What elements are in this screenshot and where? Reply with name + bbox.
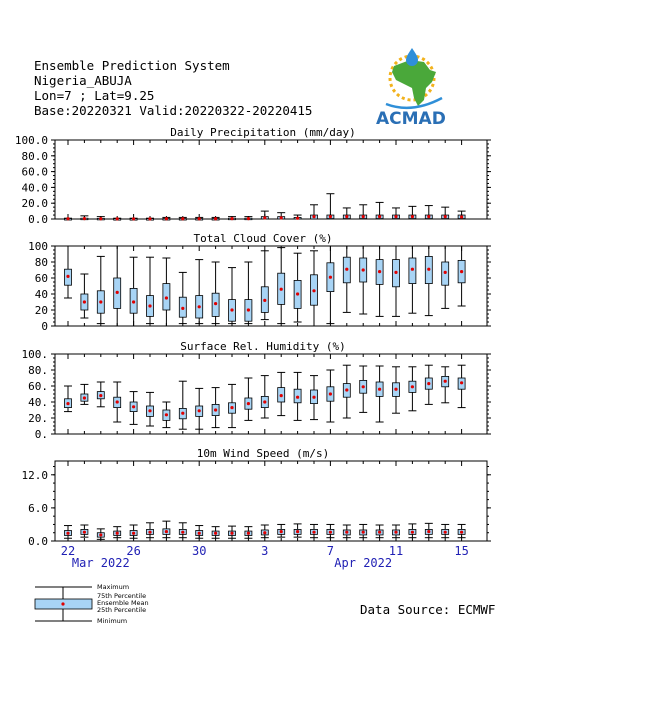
box-day-22 xyxy=(408,206,416,219)
box-day-17 xyxy=(326,370,334,422)
mean-marker xyxy=(345,388,348,391)
y-tick-label: 100 xyxy=(28,240,48,253)
y-tick-label: 0.0 xyxy=(28,213,48,226)
month-label: Apr 2022 xyxy=(334,556,393,570)
box-day-3 xyxy=(97,256,105,323)
mean-marker xyxy=(66,532,69,535)
mean-marker xyxy=(66,275,69,278)
box-day-16 xyxy=(310,376,318,420)
y-tick-label: 12.0 xyxy=(21,468,48,482)
mean-marker xyxy=(99,217,102,220)
box-day-19 xyxy=(359,366,367,412)
box-day-19 xyxy=(359,205,367,219)
box-day-1 xyxy=(64,526,72,539)
mean-marker xyxy=(148,531,151,534)
panel-4 xyxy=(22,447,492,548)
mean-marker xyxy=(99,394,102,397)
box-day-14 xyxy=(277,248,285,324)
mean-marker xyxy=(362,268,365,271)
y-tick-label: 20.0 xyxy=(21,197,48,211)
box-day-16 xyxy=(310,251,318,326)
mean-marker xyxy=(214,408,217,411)
mean-marker xyxy=(148,217,151,220)
mean-marker xyxy=(312,531,315,534)
box-day-9 xyxy=(195,260,203,324)
box-day-1 xyxy=(64,246,72,298)
box-day-24 xyxy=(441,246,449,308)
header-line-4: Base:20220321 Valid:20220322-20220415 xyxy=(34,103,313,118)
mean-marker xyxy=(394,271,397,274)
mean-marker xyxy=(345,215,348,218)
mean-marker xyxy=(181,412,184,415)
mean-marker xyxy=(165,530,168,533)
box-day-4 xyxy=(113,246,121,326)
mean-marker xyxy=(132,217,135,220)
box-day-6 xyxy=(146,257,154,323)
mean-marker xyxy=(198,217,201,220)
box-day-24 xyxy=(441,524,449,537)
mean-marker xyxy=(296,217,299,220)
mean-marker xyxy=(263,400,266,403)
mean-marker xyxy=(116,532,119,535)
y-tick-label: 80. xyxy=(28,364,48,377)
mean-marker xyxy=(148,304,151,307)
mean-marker xyxy=(378,388,381,391)
box-day-1 xyxy=(64,386,72,412)
box-day-4 xyxy=(113,527,121,538)
panel-frame xyxy=(55,461,487,541)
box-day-7 xyxy=(162,217,170,220)
header-line-2: Nigeria_ABUJA xyxy=(34,73,132,88)
mean-marker xyxy=(411,268,414,271)
mean-marker xyxy=(312,396,315,399)
box-day-13 xyxy=(261,211,269,219)
mean-marker xyxy=(198,305,201,308)
mean-marker xyxy=(296,530,299,533)
mean-marker xyxy=(394,215,397,218)
mean-marker xyxy=(263,531,266,534)
legend-item: 25th Percentile xyxy=(97,606,147,614)
y-tick-label: 40.0 xyxy=(21,181,48,195)
box-day-10 xyxy=(212,217,220,220)
mean-marker xyxy=(247,308,250,311)
box-day-5 xyxy=(130,392,138,425)
box-day-12 xyxy=(244,527,252,539)
box-day-21 xyxy=(392,367,400,413)
mean-marker xyxy=(460,531,463,534)
mean-marker xyxy=(460,381,463,384)
box-day-17 xyxy=(326,524,334,537)
mean-marker xyxy=(362,215,365,218)
y-tick-label: 100. xyxy=(21,348,48,361)
box-day-6 xyxy=(146,523,154,538)
mean-marker xyxy=(394,531,397,534)
mean-marker xyxy=(116,400,119,403)
box-day-18 xyxy=(343,208,351,219)
panel-1 xyxy=(15,126,491,226)
box-day-12 xyxy=(244,378,252,420)
box-day-16 xyxy=(310,524,318,537)
box-day-21 xyxy=(392,208,400,219)
box-day-4 xyxy=(113,217,121,220)
y-tick-label: 6.0 xyxy=(28,501,48,515)
box-day-23 xyxy=(425,246,433,316)
box-day-21 xyxy=(392,525,400,538)
box-day-25 xyxy=(458,365,466,407)
mean-marker xyxy=(198,532,201,535)
header-line-3: Lon=7 ; Lat=9.25 xyxy=(34,88,155,103)
box-day-23 xyxy=(425,523,433,537)
mean-marker xyxy=(165,413,168,416)
box-day-14 xyxy=(277,372,285,415)
mean-marker xyxy=(362,385,365,388)
x-tick-label: 26 xyxy=(126,544,141,558)
y-tick-label: 20 xyxy=(34,304,48,317)
mean-marker xyxy=(214,532,217,535)
y-tick-label: 60 xyxy=(34,272,48,285)
mean-marker xyxy=(280,530,283,533)
mean-marker xyxy=(280,394,283,397)
box-day-15 xyxy=(294,524,302,537)
legend-item: Maximum xyxy=(97,583,130,591)
mean-marker xyxy=(312,289,315,292)
box-day-11 xyxy=(228,526,236,538)
box-day-9 xyxy=(195,388,203,429)
mean-marker xyxy=(378,215,381,218)
box-day-15 xyxy=(294,372,302,420)
mean-marker xyxy=(132,532,135,535)
box-day-19 xyxy=(359,246,367,314)
mean-marker xyxy=(329,215,332,218)
box-day-19 xyxy=(359,524,367,537)
mean-marker xyxy=(181,531,184,534)
y-tick-label: 40. xyxy=(28,396,48,409)
box-day-5 xyxy=(130,257,138,326)
box-day-16 xyxy=(310,205,318,219)
box-day-18 xyxy=(343,365,351,418)
box-day-14 xyxy=(277,213,285,220)
y-tick-label: 100.0 xyxy=(14,134,48,147)
box-day-5 xyxy=(130,525,138,538)
mean-marker xyxy=(132,405,135,408)
mean-marker xyxy=(247,402,250,405)
panel-2 xyxy=(28,232,491,333)
legend xyxy=(35,583,149,625)
box-day-7 xyxy=(162,402,170,428)
mean-marker xyxy=(280,288,283,291)
box-day-25 xyxy=(458,246,466,306)
box-day-9 xyxy=(195,526,203,539)
box-day-20 xyxy=(376,366,384,422)
box-day-7 xyxy=(162,258,170,326)
legend-item: Ensemble Mean xyxy=(97,599,149,607)
box-day-2 xyxy=(80,384,88,404)
box-day-11 xyxy=(228,268,236,324)
box-day-23 xyxy=(425,206,433,219)
header-line-1: Ensemble Prediction System xyxy=(34,58,230,73)
mean-marker xyxy=(444,215,447,218)
logo-text: ACMAD xyxy=(376,109,446,128)
y-tick-label: 80 xyxy=(34,256,48,269)
box-day-13 xyxy=(261,525,269,538)
mean-marker xyxy=(411,215,414,218)
mean-marker xyxy=(263,299,266,302)
mean-marker xyxy=(345,268,348,271)
box-day-12 xyxy=(244,217,252,221)
x-axis-labels xyxy=(61,544,469,570)
box-day-10 xyxy=(212,527,220,539)
data-source: Data Source: ECMWF xyxy=(360,602,496,617)
box-day-6 xyxy=(146,217,154,220)
box-day-25 xyxy=(458,524,466,537)
x-tick-label: 30 xyxy=(191,544,207,558)
box-day-3 xyxy=(97,529,105,539)
mean-marker xyxy=(263,216,266,219)
y-tick-label: 80.0 xyxy=(21,149,48,163)
mean-marker xyxy=(329,276,332,279)
box-day-1 xyxy=(64,217,72,220)
box-day-5 xyxy=(130,217,138,220)
box-day-2 xyxy=(80,525,88,537)
box-day-21 xyxy=(392,246,400,316)
y-tick-label: 20. xyxy=(28,412,48,425)
mean-marker xyxy=(165,296,168,299)
box-day-2 xyxy=(80,216,88,220)
mean-marker xyxy=(99,300,102,303)
legend-mean-marker xyxy=(61,602,64,605)
mean-marker xyxy=(116,217,119,220)
mean-marker xyxy=(165,217,168,220)
box-day-22 xyxy=(408,246,416,313)
panel-3 xyxy=(22,340,492,441)
box-day-10 xyxy=(212,388,220,428)
box-day-15 xyxy=(294,215,302,220)
box-day-4 xyxy=(113,382,121,422)
y-tick-label: 40 xyxy=(34,288,48,301)
box-day-17 xyxy=(326,246,334,324)
mean-marker xyxy=(83,531,86,534)
mean-marker xyxy=(427,530,430,533)
mean-marker xyxy=(230,308,233,311)
mean-marker xyxy=(460,215,463,218)
mean-marker xyxy=(444,531,447,534)
mean-marker xyxy=(181,217,184,220)
mean-marker xyxy=(411,385,414,388)
y-tick-label: 0 xyxy=(41,320,48,333)
mean-marker xyxy=(280,216,283,219)
mean-marker xyxy=(66,402,69,405)
mean-marker xyxy=(66,217,69,220)
mean-marker xyxy=(296,396,299,399)
legend-item: 75th Percentile xyxy=(97,592,147,600)
y-tick-label: 60.0 xyxy=(21,165,48,179)
mean-marker xyxy=(99,533,102,536)
x-tick-label: 3 xyxy=(261,544,269,558)
panel-title: Total Cloud Cover (%) xyxy=(193,232,333,245)
month-label: Mar 2022 xyxy=(71,556,130,570)
mean-marker xyxy=(378,270,381,273)
mean-marker xyxy=(411,531,414,534)
panel-title: 10m Wind Speed (m/s) xyxy=(196,447,330,460)
box-day-2 xyxy=(80,274,88,318)
box-day-23 xyxy=(425,365,433,404)
x-tick-label: 15 xyxy=(454,544,469,558)
mean-marker xyxy=(230,532,233,535)
y-tick-label: 0. xyxy=(34,428,48,441)
box-day-22 xyxy=(408,524,416,538)
box-day-8 xyxy=(179,381,187,429)
x-tick-label: 11 xyxy=(388,544,404,558)
box-day-20 xyxy=(376,246,384,316)
box-day-20 xyxy=(376,525,384,538)
panel-title: Surface Rel. Humidity (%) xyxy=(180,340,346,353)
y-tick-label: 0.0 xyxy=(28,535,48,548)
mean-marker xyxy=(214,302,217,305)
mean-marker xyxy=(345,531,348,534)
box-day-11 xyxy=(228,384,236,427)
box-day-9 xyxy=(195,217,203,220)
mean-marker xyxy=(329,531,332,534)
mean-marker xyxy=(427,215,430,218)
mean-marker xyxy=(116,291,119,294)
mean-marker xyxy=(460,270,463,273)
mean-marker xyxy=(148,409,151,412)
box-day-8 xyxy=(179,272,187,323)
box-day-14 xyxy=(277,524,285,537)
mean-marker xyxy=(427,382,430,385)
mean-marker xyxy=(83,217,86,220)
box-day-13 xyxy=(261,251,269,320)
mean-marker xyxy=(132,300,135,303)
box-day-11 xyxy=(228,217,236,221)
box-day-18 xyxy=(343,525,351,538)
box-day-25 xyxy=(458,211,466,219)
box-day-3 xyxy=(97,217,105,221)
mean-marker xyxy=(83,300,86,303)
mean-marker xyxy=(444,271,447,274)
x-tick-label: 22 xyxy=(60,544,76,558)
box-day-24 xyxy=(441,367,449,403)
box-day-17 xyxy=(326,194,334,219)
mean-marker xyxy=(296,292,299,295)
y-tick-label: 60. xyxy=(28,380,48,393)
box-day-8 xyxy=(179,217,187,220)
mean-marker xyxy=(362,531,365,534)
mean-marker xyxy=(427,268,430,271)
mean-marker xyxy=(181,307,184,310)
box-day-18 xyxy=(343,246,351,312)
mean-marker xyxy=(198,409,201,412)
box-day-10 xyxy=(212,262,220,324)
mean-marker xyxy=(83,396,86,399)
box-day-12 xyxy=(244,262,252,324)
panel-title: Daily Precipitation (mm/day) xyxy=(170,126,356,139)
mean-marker xyxy=(230,406,233,409)
mean-marker xyxy=(329,392,332,395)
box-day-3 xyxy=(97,382,105,407)
legend-item: Minimum xyxy=(97,617,128,625)
box-day-24 xyxy=(441,207,449,219)
box-day-7 xyxy=(162,521,170,538)
box-day-15 xyxy=(294,253,302,322)
mean-marker xyxy=(444,380,447,383)
box-day-13 xyxy=(261,376,269,418)
mean-marker xyxy=(247,217,250,220)
mean-marker xyxy=(214,217,217,220)
x-tick-label: 7 xyxy=(326,544,335,558)
box-day-6 xyxy=(146,392,154,426)
mean-marker xyxy=(378,531,381,534)
panel-frame xyxy=(55,140,487,219)
mean-marker xyxy=(247,532,250,535)
mean-marker xyxy=(394,388,397,391)
mean-marker xyxy=(312,215,315,218)
box-day-22 xyxy=(408,367,416,411)
box-day-8 xyxy=(179,523,187,538)
box-day-20 xyxy=(376,202,384,219)
mean-marker xyxy=(230,217,233,220)
